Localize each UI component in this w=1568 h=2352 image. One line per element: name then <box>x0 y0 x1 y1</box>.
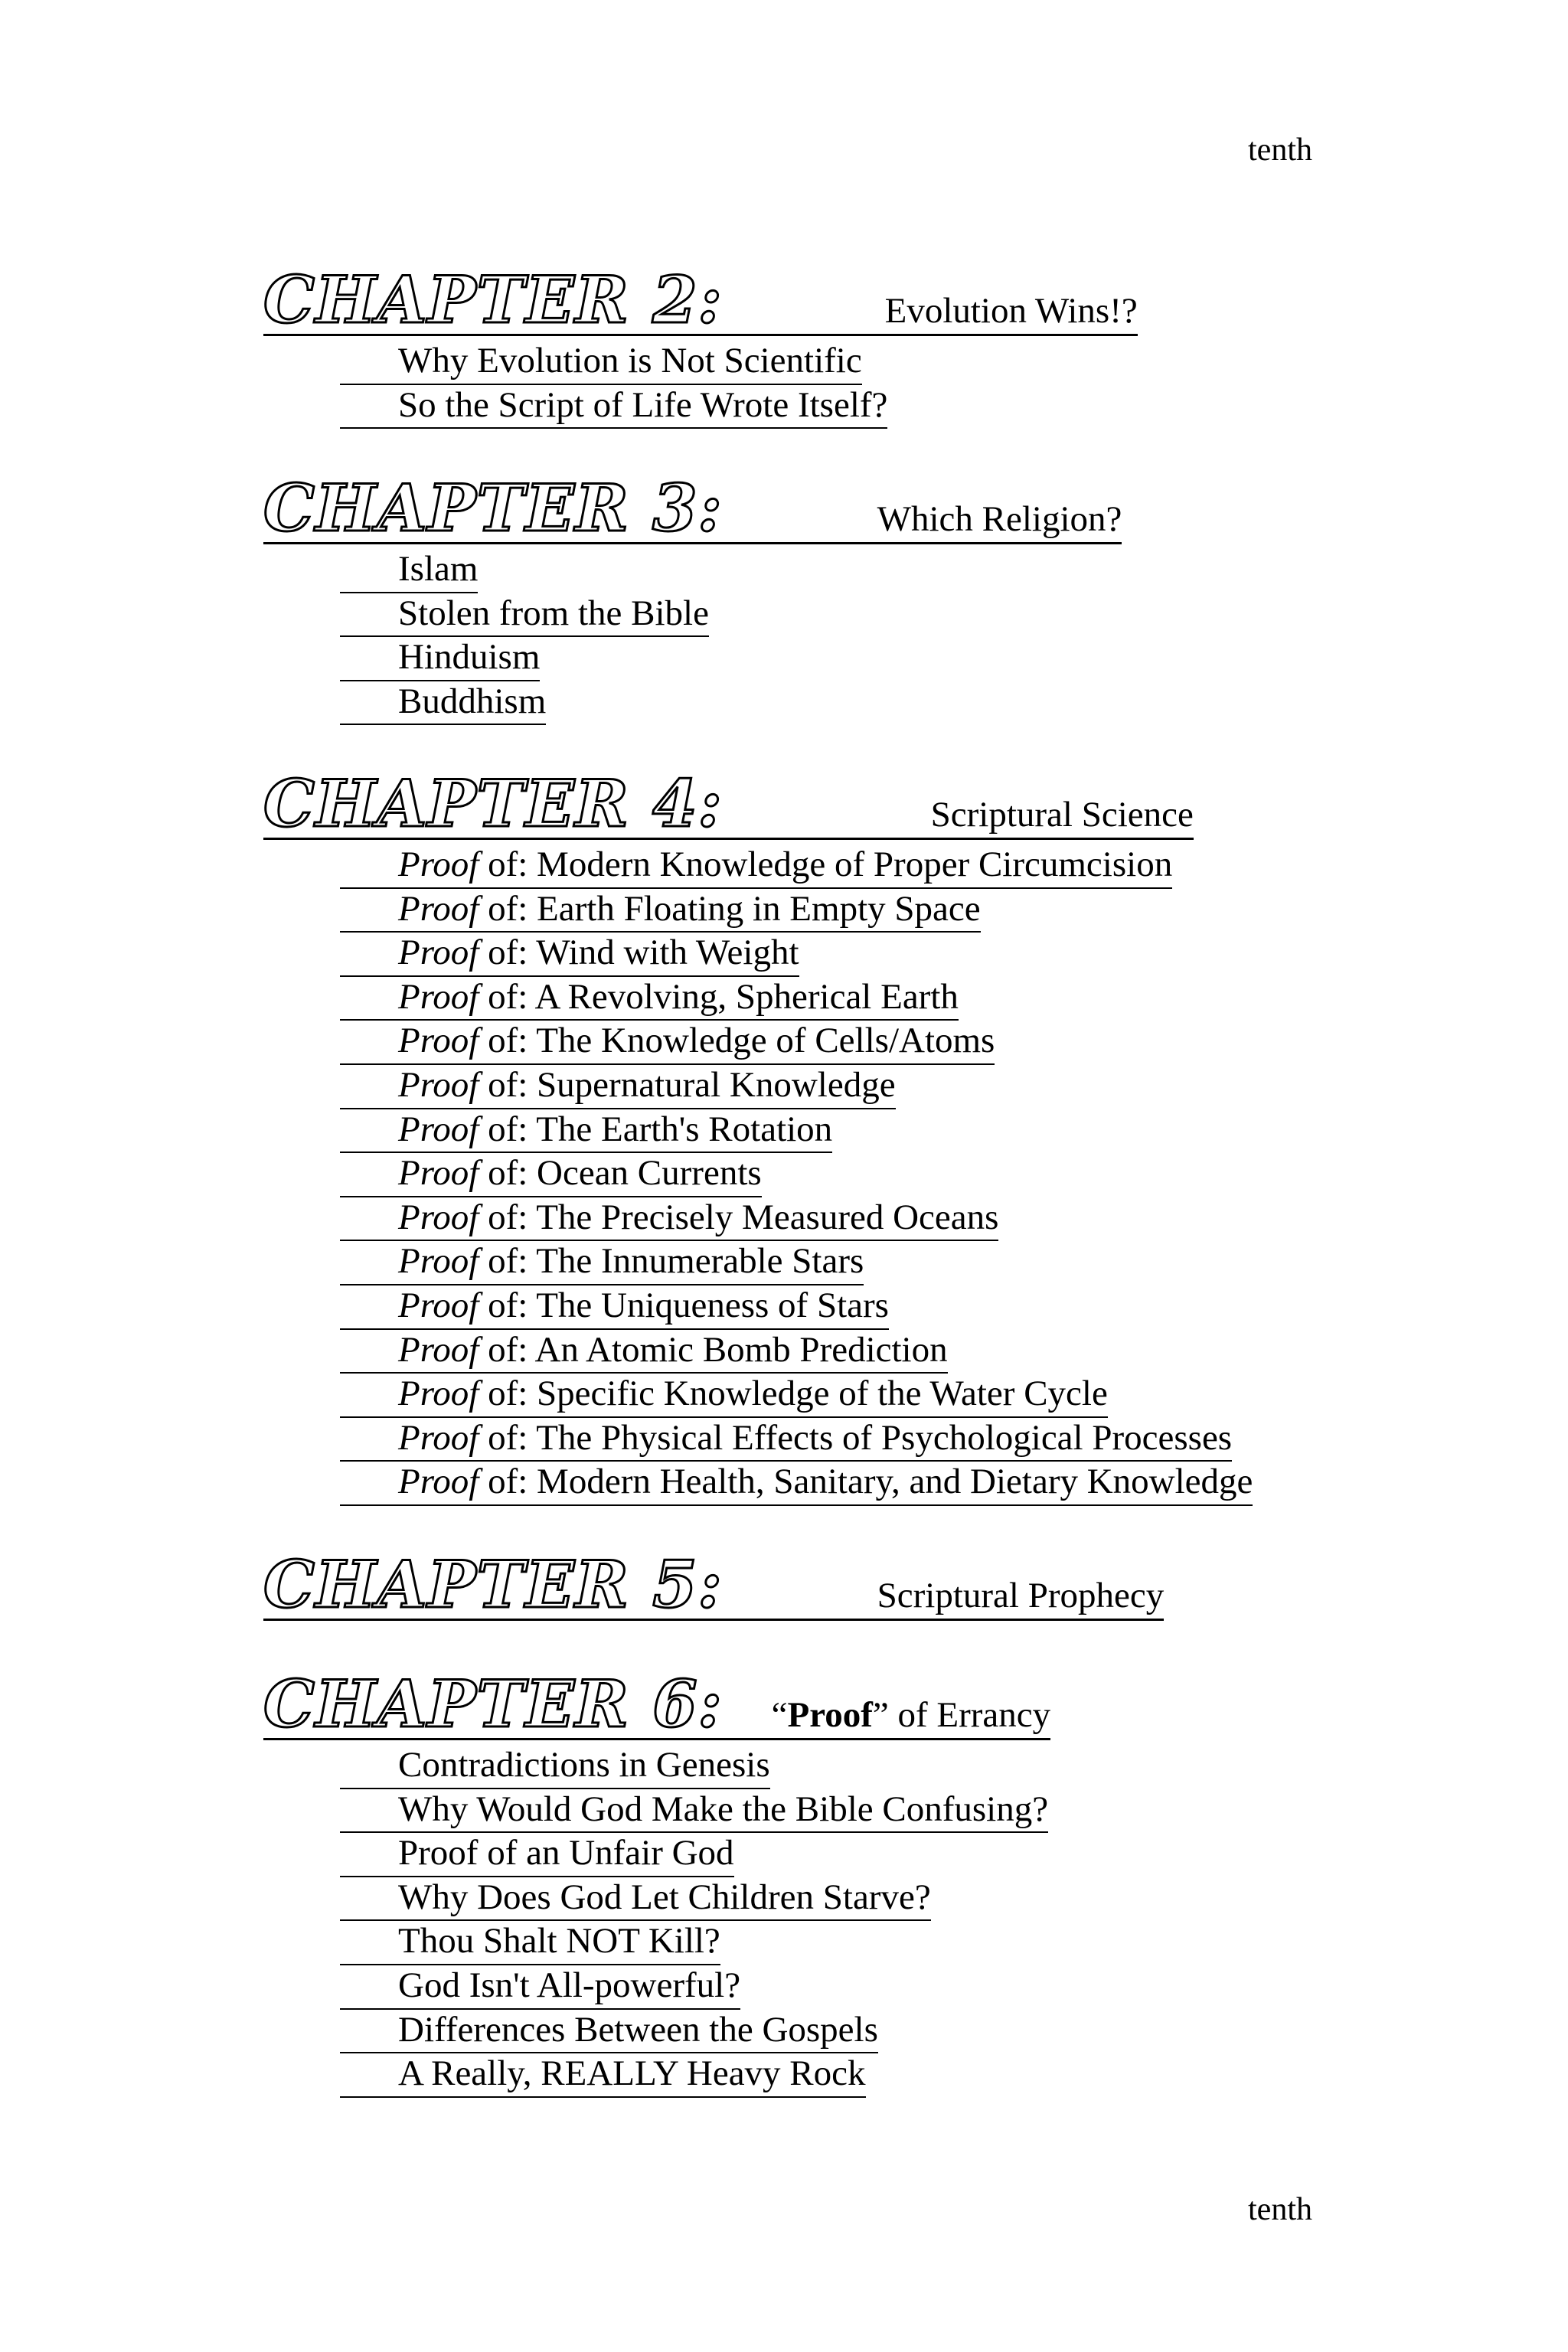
toc-entry[interactable]: Why Would God Make the Bible Confusing? <box>340 1789 1048 1834</box>
toc-entry[interactable]: Why Does God Let Children Starve? <box>340 1877 931 1922</box>
toc-entry[interactable]: Buddhism <box>340 681 546 726</box>
chapter-3-heading[interactable] <box>263 470 1122 546</box>
toc-entry[interactable] <box>340 933 799 977</box>
chapter-2-section <box>263 262 1138 429</box>
toc-entry[interactable]: Stolen from the Bible <box>340 593 709 638</box>
chapter-2-title: Evolution Wins!? <box>884 291 1138 331</box>
toc-entry-text: of: The Physical Effects of Psychological Processes <box>479 1417 1233 1458</box>
toc-entry-text: of: Supernatural Knowledge <box>479 1064 896 1105</box>
toc-entry[interactable] <box>340 977 959 1021</box>
toc-entry[interactable] <box>340 1330 948 1374</box>
toc-entry[interactable] <box>340 889 981 933</box>
toc-entry[interactable]: Hinduism <box>340 637 540 681</box>
toc-entry-text: of: A Revolving, Spherical Earth <box>479 976 959 1017</box>
proof-label: Proof <box>398 933 479 973</box>
toc-entry[interactable] <box>340 1241 864 1285</box>
chapter-6-heading[interactable] <box>263 1666 1051 1742</box>
toc-entry[interactable]: God Isn't All-powerful? <box>340 1965 740 2010</box>
proof-label: Proof <box>398 1109 479 1149</box>
proof-label: Proof <box>398 1241 479 1282</box>
proof-label: Proof <box>398 976 479 1017</box>
toc-entry-text: of: Ocean Currents <box>479 1153 762 1194</box>
chapter-5-label: CHAPTER 5: <box>263 1547 723 1622</box>
toc-entry-text: of: An Atomic Bomb Prediction <box>479 1329 948 1370</box>
toc-entry-text: of: Earth Floating in Empty Space <box>479 888 981 929</box>
chapter-3-section <box>263 470 1122 725</box>
proof-label: Proof <box>398 1285 479 1325</box>
toc-entry[interactable] <box>340 1462 1253 1506</box>
toc-entry[interactable]: Islam <box>340 549 478 593</box>
chapter-6-title-bold: Proof <box>787 1695 873 1735</box>
toc-entry[interactable] <box>340 1285 889 1330</box>
proof-label: Proof <box>398 1329 479 1370</box>
toc-entry[interactable]: Thou Shalt NOT Kill? <box>340 1921 720 1965</box>
toc-entry-text: of: Wind with Weight <box>479 933 799 973</box>
chapter-6-title-rest: ” of Errancy <box>872 1695 1051 1735</box>
toc-entry[interactable] <box>340 1021 995 1065</box>
toc-entry-text: of: Modern Health, Sanitary, and Dietary Knowledge <box>479 1462 1253 1502</box>
proof-label: Proof <box>398 844 479 884</box>
chapter-2-label: CHAPTER 2: <box>263 262 723 338</box>
chapter-3-title: Which Religion? <box>877 499 1122 539</box>
toc-entry[interactable]: A Really, REALLY Heavy Rock <box>340 2053 866 2098</box>
toc-entry-text: of: The Knowledge of Cells/Atoms <box>479 1021 995 1061</box>
toc-entry-text: of: The Innumerable Stars <box>479 1241 864 1282</box>
chapter-4-title: Scriptural Science <box>930 795 1194 835</box>
toc-entry[interactable] <box>340 1109 832 1154</box>
toc-entry-text: of: Modern Knowledge of Proper Circumcision <box>479 844 1173 884</box>
toc-entry[interactable]: Proof of an Unfair God <box>340 1833 734 1877</box>
page-number-top: tenth <box>1248 132 1312 168</box>
chapter-6-title-open-quote: “ <box>771 1695 788 1735</box>
chapter-5-heading[interactable] <box>263 1547 1165 1622</box>
toc-entry[interactable] <box>340 1065 896 1109</box>
toc-entry[interactable]: Contradictions in Genesis <box>340 1745 770 1789</box>
toc-entry[interactable]: Why Evolution is Not Scientific <box>340 341 862 385</box>
toc-entry-text: of: The Uniqueness of Stars <box>479 1285 889 1325</box>
chapter-4-heading[interactable] <box>263 766 1194 841</box>
proof-label: Proof <box>398 1197 479 1237</box>
toc-entry-text: of: The Earth's Rotation <box>479 1109 833 1149</box>
toc-entry[interactable] <box>340 844 1172 889</box>
chapter-4-label: CHAPTER 4: <box>263 766 723 841</box>
chapter-5-section <box>263 1547 1165 1622</box>
chapter-3-label: CHAPTER 3: <box>263 470 723 546</box>
chapter-6-label: CHAPTER 6: <box>263 1666 723 1742</box>
proof-label: Proof <box>398 1021 479 1061</box>
chapter-6-section <box>263 1666 1051 2098</box>
proof-label: Proof <box>398 1462 479 1502</box>
toc-entry[interactable]: So the Script of Life Wrote Itself? <box>340 385 887 430</box>
toc-entry[interactable]: Differences Between the Gospels <box>340 2010 878 2054</box>
proof-label: Proof <box>398 1417 479 1458</box>
page-number-bottom: tenth <box>1248 2192 1312 2227</box>
chapter-5-title: Scriptural Prophecy <box>877 1576 1165 1615</box>
proof-label: Proof <box>398 1064 479 1105</box>
chapter-4-section <box>263 766 1253 1506</box>
toc-entry[interactable] <box>340 1153 762 1197</box>
toc-entry[interactable] <box>340 1374 1108 1418</box>
toc-entry[interactable] <box>340 1418 1232 1462</box>
proof-label: Proof <box>398 888 479 929</box>
toc-entry-text: of: Specific Knowledge of the Water Cycle <box>479 1374 1108 1414</box>
proof-label: Proof <box>398 1374 479 1414</box>
chapter-6-title <box>772 1697 1051 1733</box>
chapter-2-heading[interactable] <box>263 262 1138 338</box>
toc-entry-text: of: The Precisely Measured Oceans <box>479 1197 999 1237</box>
proof-label: Proof <box>398 1153 479 1194</box>
toc-entry[interactable] <box>340 1197 998 1242</box>
